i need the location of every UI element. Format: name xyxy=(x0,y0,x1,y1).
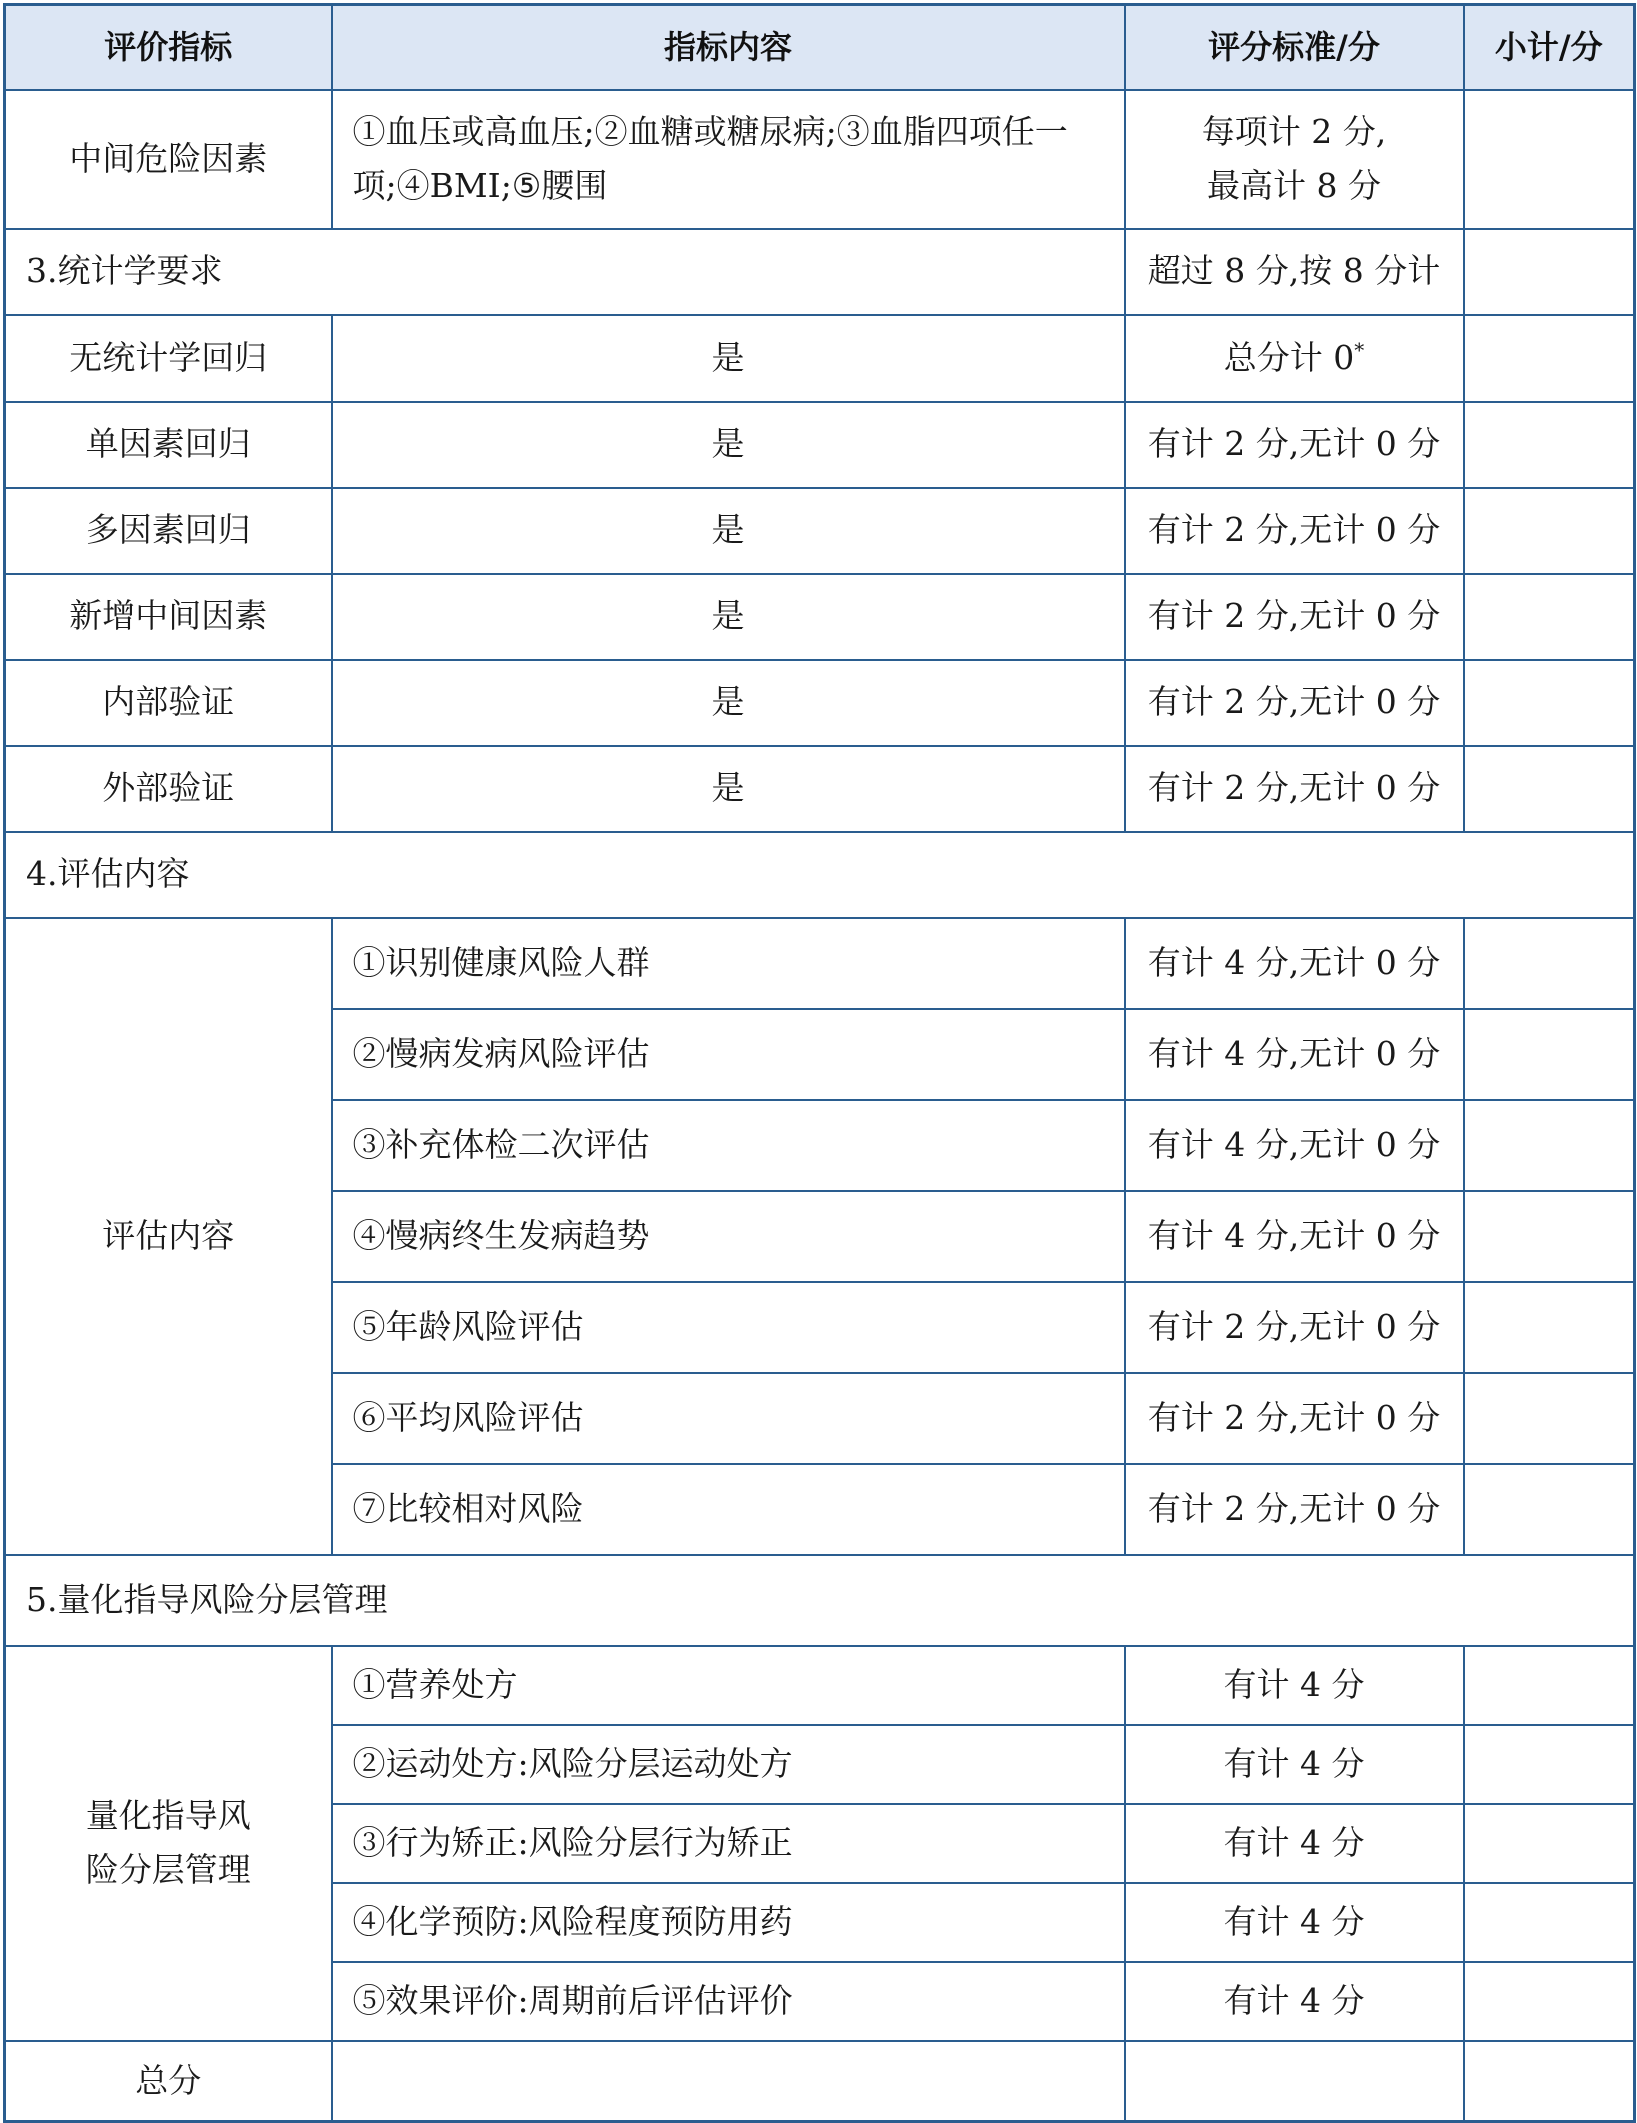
indicator-label: 评估内容 xyxy=(5,918,332,1555)
score-criteria: 有计 4 分 xyxy=(1125,1883,1464,1962)
score-criteria: 超过 8 分,按 8 分计 xyxy=(1125,229,1464,315)
footnote-mark: * xyxy=(1354,337,1365,362)
indicator-content: ①识别健康风险人群 xyxy=(332,918,1125,1009)
indicator-content: ①血压或高血压;②血糖或糖尿病;③血脂四项任一项;④BMI;⑤腰围 xyxy=(332,90,1125,229)
score-criteria: 有计 2 分,无计 0 分 xyxy=(1125,574,1464,660)
subtotal-cell xyxy=(1464,315,1635,402)
score-criteria: 有计 4 分,无计 0 分 xyxy=(1125,1100,1464,1191)
table-row xyxy=(5,660,1635,746)
indicator-content: ②慢病发病风险评估 xyxy=(332,1009,1125,1100)
indicator-content: ④慢病终生发病趋势 xyxy=(332,1191,1125,1282)
indicator-label xyxy=(5,1646,332,2041)
score-criteria: 有计 4 分 xyxy=(1125,1646,1464,1725)
score-line: 每项计 2 分, xyxy=(1201,111,1387,151)
subtotal-cell xyxy=(1464,402,1635,488)
total-content-cell xyxy=(332,2041,1125,2122)
score-criteria: 有计 4 分,无计 0 分 xyxy=(1125,1009,1464,1100)
indicator-content: ⑤年龄风险评估 xyxy=(332,1282,1125,1373)
section-title: 4.评估内容 xyxy=(5,832,1635,918)
subtotal-cell xyxy=(1464,574,1635,660)
section-title: 5.量化指导风险分层管理 xyxy=(5,1555,1635,1646)
subtotal-cell xyxy=(1464,1962,1635,2041)
subtotal-cell xyxy=(1464,1373,1635,1464)
score-criteria: 有计 4 分 xyxy=(1125,1725,1464,1804)
indicator-content: ④化学预防:风险程度预防用药 xyxy=(332,1883,1125,1962)
indicator-content: ⑦比较相对风险 xyxy=(332,1464,1125,1555)
indicator-label: 外部验证 xyxy=(5,746,332,832)
indicator-content: 是 xyxy=(332,746,1125,832)
indicator-label: 单因素回归 xyxy=(5,402,332,488)
indicator-label: 新增中间因素 xyxy=(5,574,332,660)
indicator-content: ⑤效果评价:周期前后评估评价 xyxy=(332,1962,1125,2041)
table-row xyxy=(5,90,1635,229)
score-criteria: 有计 4 分 xyxy=(1125,1962,1464,2041)
indicator-content: 是 xyxy=(332,574,1125,660)
subtotal-cell xyxy=(1464,1725,1635,1804)
score-criteria: 有计 2 分,无计 0 分 xyxy=(1125,1282,1464,1373)
score-criteria: 有计 2 分,无计 0 分 xyxy=(1125,488,1464,574)
section-title: 3.统计学要求 xyxy=(5,229,1125,315)
indicator-label: 多因素回归 xyxy=(5,488,332,574)
subtotal-cell xyxy=(1464,1804,1635,1883)
subtotal-cell xyxy=(1464,660,1635,746)
total-criteria-cell xyxy=(1125,2041,1464,2122)
subtotal-cell xyxy=(1464,746,1635,832)
section-row xyxy=(5,229,1635,315)
table-row xyxy=(5,315,1635,402)
total-label: 总分 xyxy=(5,2041,332,2122)
indicator-label: 内部验证 xyxy=(5,660,332,746)
score-criteria: 有计 4 分,无计 0 分 xyxy=(1125,918,1464,1009)
indicator-label: 中间危险因素 xyxy=(5,90,332,229)
subtotal-cell xyxy=(1464,1100,1635,1191)
subtotal-cell xyxy=(1464,488,1635,574)
label-line: 险分层管理 xyxy=(85,1850,251,1889)
indicator-content: ③补充体检二次评估 xyxy=(332,1100,1125,1191)
indicator-content: 是 xyxy=(332,488,1125,574)
indicator-content: 是 xyxy=(332,660,1125,746)
subtotal-cell xyxy=(1464,229,1635,315)
label-line: 量化指导风 xyxy=(85,1795,251,1835)
section-row xyxy=(5,1555,1635,1646)
indicator-label: 无统计学回归 xyxy=(5,315,332,402)
score-criteria: 有计 2 分,无计 0 分 xyxy=(1125,1464,1464,1555)
score-criteria xyxy=(1125,315,1464,402)
subtotal-cell xyxy=(1464,1646,1635,1725)
score-criteria: 有计 4 分,无计 0 分 xyxy=(1125,1191,1464,1282)
indicator-content: ②运动处方:风险分层运动处方 xyxy=(332,1725,1125,1804)
subtotal-cell xyxy=(1464,1282,1635,1373)
score-criteria: 有计 2 分,无计 0 分 xyxy=(1125,660,1464,746)
table-row xyxy=(5,918,1635,1009)
indicator-content: 是 xyxy=(332,315,1125,402)
table-row xyxy=(5,488,1635,574)
subtotal-cell xyxy=(1464,90,1635,229)
subtotal-cell xyxy=(1464,918,1635,1009)
subtotal-cell xyxy=(1464,1009,1635,1100)
subtotal-cell xyxy=(1464,1191,1635,1282)
score-line: 最高计 8 分 xyxy=(1207,166,1381,205)
subtotal-cell xyxy=(1464,2041,1635,2122)
header-content: 指标内容 xyxy=(332,5,1125,90)
indicator-content: ①营养处方 xyxy=(332,1646,1125,1725)
subtotal-cell xyxy=(1464,1883,1635,1962)
table-row xyxy=(5,574,1635,660)
header-row xyxy=(5,5,1635,90)
table-row xyxy=(5,402,1635,488)
indicator-content: ③行为矫正:风险分层行为矫正 xyxy=(332,1804,1125,1883)
score-text: 总分计 0 xyxy=(1223,337,1355,377)
score-criteria: 有计 2 分,无计 0 分 xyxy=(1125,402,1464,488)
scoring-table xyxy=(3,3,1636,2123)
table-row xyxy=(5,1646,1635,1725)
header-indicator: 评价指标 xyxy=(5,5,332,90)
section-row xyxy=(5,832,1635,918)
indicator-content: 是 xyxy=(332,402,1125,488)
indicator-content: ⑥平均风险评估 xyxy=(332,1373,1125,1464)
score-criteria: 有计 4 分 xyxy=(1125,1804,1464,1883)
score-criteria: 有计 2 分,无计 0 分 xyxy=(1125,1373,1464,1464)
table-row xyxy=(5,746,1635,832)
header-subtotal: 小计/分 xyxy=(1464,5,1635,90)
subtotal-cell xyxy=(1464,1464,1635,1555)
total-row xyxy=(5,2041,1635,2122)
header-criteria: 评分标准/分 xyxy=(1125,5,1464,90)
score-criteria xyxy=(1125,90,1464,229)
score-criteria: 有计 2 分,无计 0 分 xyxy=(1125,746,1464,832)
